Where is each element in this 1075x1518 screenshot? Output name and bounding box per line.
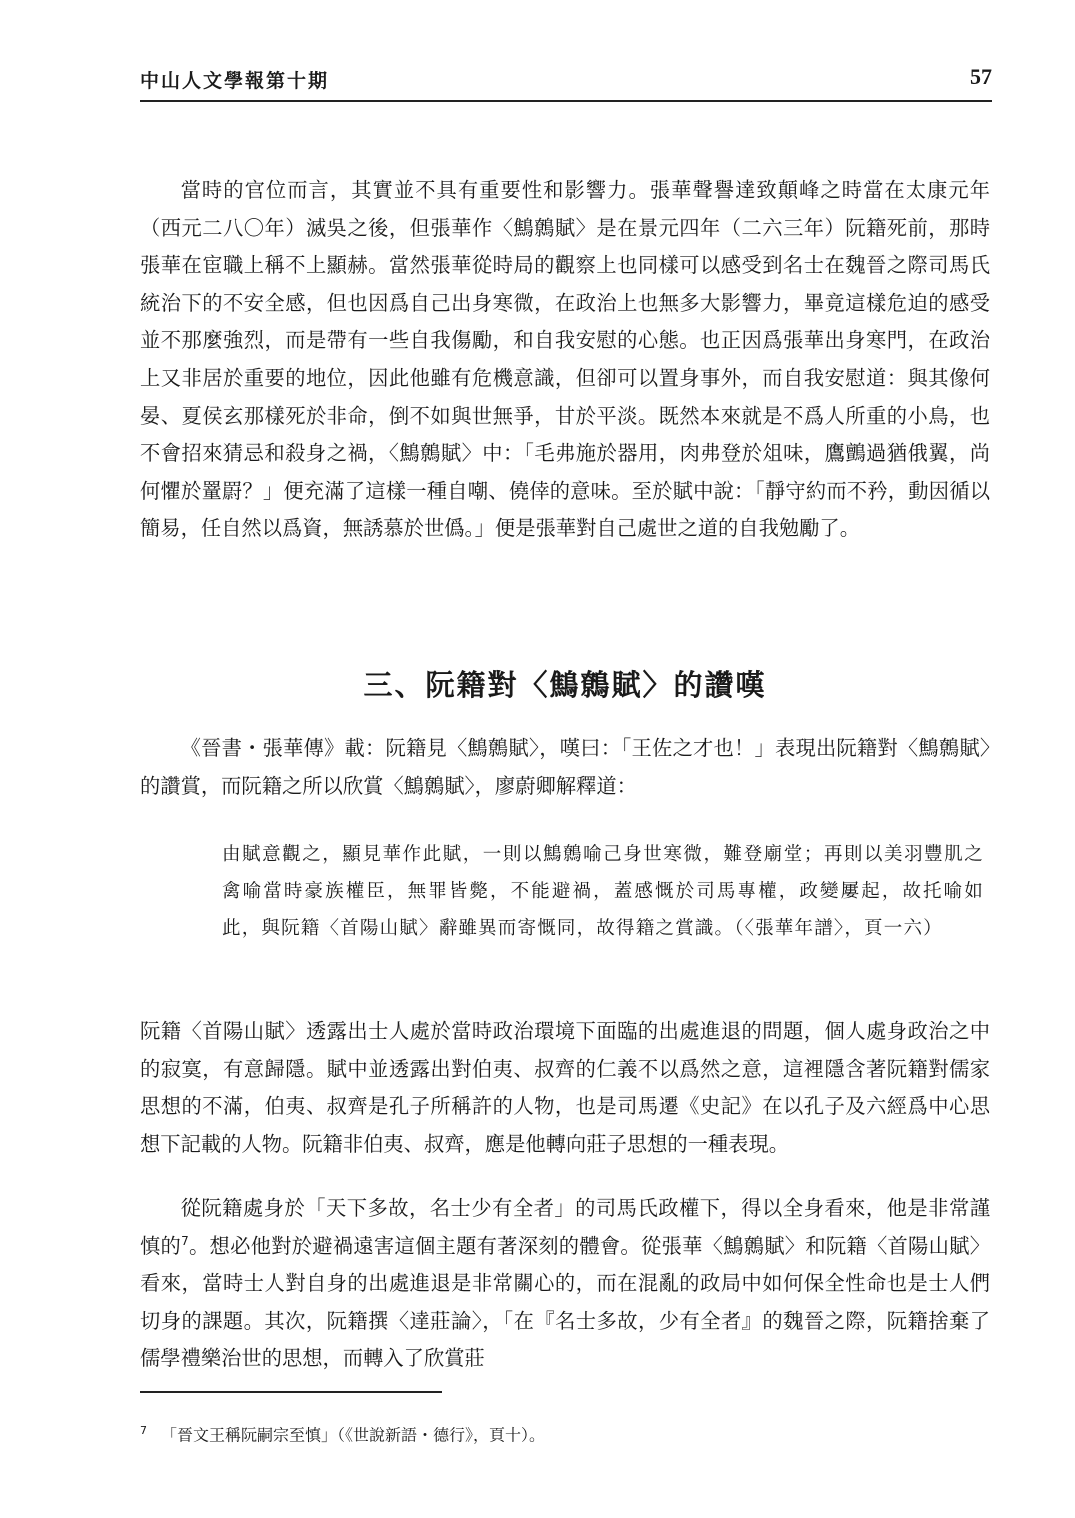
page-header: [140, 62, 992, 96]
footnote-rule: [140, 1391, 442, 1393]
body-paragraph-2: 《晉書・張華傳》載：阮籍見〈鷦鷯賦〉，嘆曰：「王佐之才也！」表現出阮籍對〈鷦鷯賦〉的讚賞，而阮籍之所以欣賞〈鷦鷯賦〉，廖蔚卿解釋道：: [140, 736, 990, 798]
footnote-text: 「晉文王稱阮嗣宗至慎」（《世說新語・德行》，頁十）。: [161, 1425, 546, 1445]
paragraph-4-text-part-1: 從阮籍處身於「天下多故，名士少有全者」的司馬氏政權下，得以全身看來，他是非常謹慎的: [140, 1196, 990, 1258]
body-paragraph-4: [140, 1190, 990, 1378]
section-heading: 三、阮籍對〈鷦鷯賦〉的讚嘆: [363, 668, 767, 702]
footnote-mark: 7: [140, 1424, 147, 1437]
page-number: 57: [970, 64, 992, 89]
header-rule: [140, 100, 992, 102]
paragraph-4-text-part-2: 。想必他對於避禍遠害這個主題有著深刻的體會。從張華〈鷦鷯賦〉和阮籍〈首陽山賦〉看來，當時士人對自身的出處進退是非常關心的，而在混亂的政局中如何保全性命也是士人們切身的課題。其次，阮籍撰〈達莊論〉，「在『名士多故，少有全者』的魏晉之際，阮籍捨棄了儒學禮樂治世的思想，而轉入了欣賞莊: [140, 1233, 990, 1371]
body-paragraph-3: 阮籍〈首陽山賦〉透露出士人處於當時政治環境下面臨的出處進退的問題，個人處身政治之中的寂寞，有意歸隱。賦中並透露出對伯夷、叔齊的仁義不以爲然之意，這裡隱含著阮籍對儒家思想的不滿，伯夷、叔齊是孔子所稱許的人物，也是司馬遷《史記》在以孔子及六經爲中心思想下記載的人物。阮籍非伯夷、叔齊，應是他轉向莊子思想的一種表現。: [140, 1019, 990, 1156]
block-quote: 由賦意觀之，顯見華作此賦，一則以鷦鷯喻己身世寒微，難登廟堂；再則以美羽豐肌之禽喻當時豪族權臣，無罪皆斃，不能避禍，蓋感慨於司馬專權，政變屢起，故托喻如此，與阮籍〈首陽山賦〉辭雖異而寄慨同，故得籍之賞識。（〈張華年譜〉，頁一六）: [222, 844, 984, 939]
footnote-reference-7[interactable]: 7: [181, 1233, 189, 1248]
body-paragraph-1: 當時的官位而言，其實並不具有重要性和影響力。張華聲譽達致顛峰之時當在太康元年（西元二八〇年）滅吳之後，但張華作〈鷦鷯賦〉是在景元四年（二六三年）阮籍死前，那時張華在宦職上稱不上顯赫。當然張華從時局的觀察上也同樣可以感受到名士在魏晉之際司馬氏統治下的不安全感，但也因爲自己出身寒微，在政治上也無多大影響力，畢竟這樣危迫的感受並不那麼強烈，而是帶有一些自我傷勵，和自我安慰的心態。也正因爲張華出身寒門，在政治上又非居於重要的地位，因此他雖有危機意識，但卻可以置身事外，而自我安慰道：與其像何晏、夏侯玄那樣死於非命，倒不如與世無爭，甘於平淡。既然本來就是不爲人所重的小鳥，也不會招來猜忌和殺身之禍，〈鷦鷯賦〉中：「毛弗施於器用，肉弗登於俎味，鷹鸇過猶俄翼，尚何懼於罿罻？」便充滿了這樣一種自嘲、僥倖的意味。至於賦中說：「靜守約而不矜，動因循以簡易，任自然以爲資，無誘慕於世僞。」便是張華對自己處世之道的自我勉勵了。: [140, 178, 990, 541]
journal-title: 中山人文學報第十期: [140, 70, 330, 92]
footnote-7: [140, 1420, 990, 1446]
